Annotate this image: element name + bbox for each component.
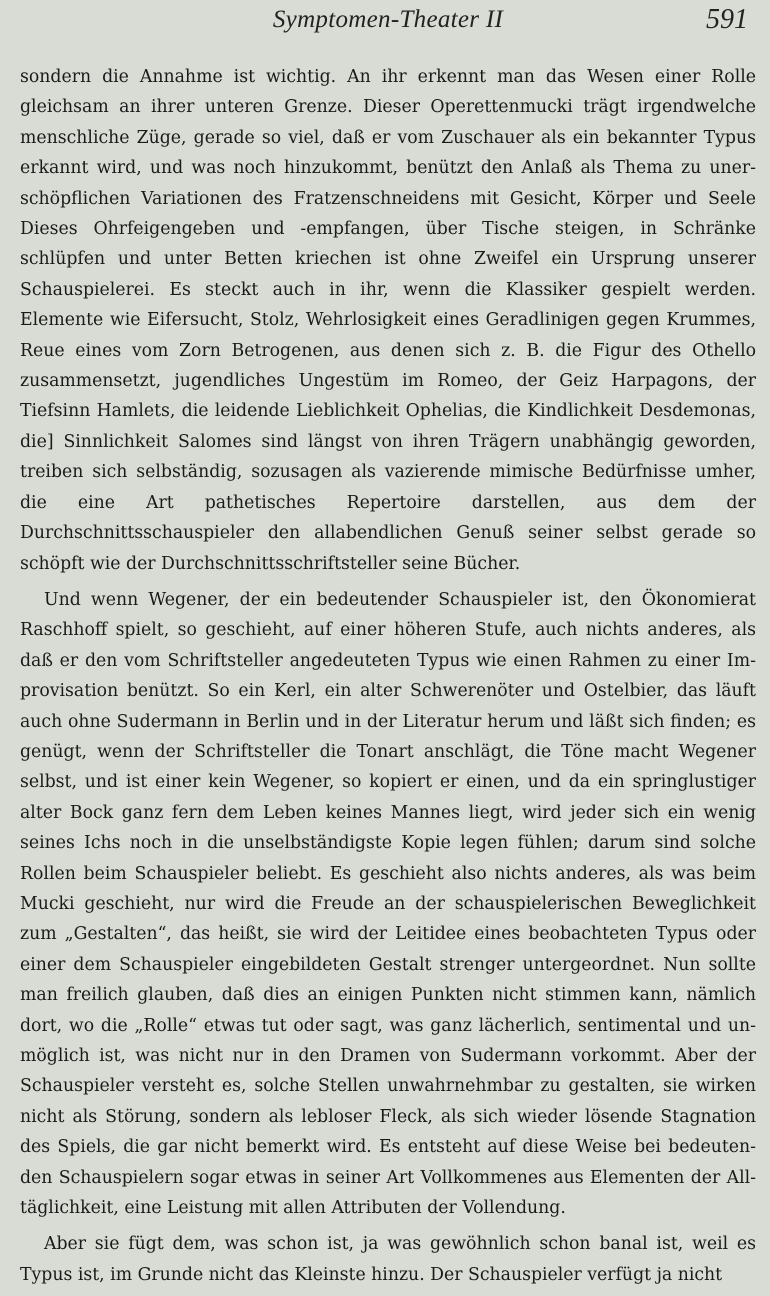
page-number: 591 (706, 4, 748, 35)
paragraph-continued: sondern die Annahme ist wichtig. An ihr erkennt man das Wesen einer Rolle gleichsam an ihrer unteren Grenze. Dieser Operettenmucki trägt irgendwelche menschliche Züge, gerade so viel, daß er vom Zuschauer als ein bekannter Typus erkannt wird, und was noch hinzukommt, benützt den Anlaß als Thema zu unerschöpflichen Variationen des Fratzenschneidens mit Gesicht, Körper und Seele Dieses Ohrfeigengeben und -empfangen, über Tische steigen, in Schränke schlüpfen und unter Betten kriechen ist ohne Zweifel ein Ursprung unserer Schauspielerei. Es steckt auch in ihr, wenn die Klassiker gespielt werden. Elemente wie Eifersucht, Stolz, Wehrlosigkeit eines Geradlinigen gegen Krummes, Reue eines vom Zorn Betrogenen, aus denen sich z. B. die Figur des Othello zusammensetzt, jugendliches Ungestüm im Romeo, der Geiz Harpagons, der Tiefsinn Hamlets, die leidende Lieblichkeit Ophelias, die Kindlichkeit Desdemonas, die] Sinnlichkeit Salomes sind längst von ihren Trägern unabhängig geworden, treiben sich selbständig, sozusagen als vazierende mimische Bedürfnisse umher, die eine Art pathetisches Repertoire darstellen, aus dem der Durchschnittsschauspieler den allabendlichen Genuß seiner selbst gerade so schöpft wie der Durchschnittsschriftsteller seine Bücher. (20, 67, 756, 574)
page-header (20, 0, 756, 60)
paragraph-wegener: Und wenn Wegener, der ein bedeutender Schauspieler ist, den Ökonomierat Raschhoff spielt, so geschieht, auf einer höheren Stufe, auch nichts anderes, als daß er den vom Schriftsteller angedeuteten Typus wie einen Rahmen zu einer Improvisation benützt. So ein Kerl, ein alter Schwerenöter und Ostelbier, das läuft auch ohne Sudermann in Berlin und in der Literatur herum und läßt sich finden; es genügt, wenn der Schriftsteller die Tonart anschlägt, die Töne macht Wegener selbst, und ist einer kein Wegener, so kopiert er einen, und da ein springlustiger alter Bock ganz fern dem Leben keines Mannes liegt, wird jeder sich ein wenig seines Ichs noch in die unselbständigste Kopie legen fühlen; darum sind solche Rollen beim Schauspieler beliebt. Es geschieht also nichts anderes, als was beim Mucki geschieht, nur wird die Freude an der schauspielerischen Beweglichkeit zum „Gestalten“, das heißt, sie wird der Leitidee eines beobachteten Typus oder einer dem Schauspieler eingebildeten Gestalt strenger untergeordnet. Nun sollte man freilich glauben, daß dies an einigen Punkten nicht stimmen kann, nämlich dort, wo die „Rolle“ etwas tut oder sagt, was ganz lächerlich, sentimental und unmöglich ist, was nicht nur in den Dramen von Sudermann vorkommt. Aber der Schauspieler versteht es, solche Stellen unwahrnehmbar zu gestalten, sie wirken nicht als Störung, sondern als lebloser Fleck, als sich wieder lösende Stagnation des Spiels, die gar nicht bemerkt wird. Es entsteht auf diese Weise bei bedeutenden Schauspielern sogar etwas in seiner Art Vollkommenes aus Elementen der Alltäglichkeit, eine Leistung mit allen Attributen der Vollendung. (20, 589, 756, 1219)
running-title: Symptomen-Theater II (272, 6, 504, 33)
page-body (20, 62, 756, 1296)
paragraph-final: Aber sie fügt dem, was schon ist, ja was gewöhnlich schon banal ist, weil es Typus ist, im Grunde nicht das Kleinste hinzu. Der Schauspieler verfügt ja nicht (20, 1234, 756, 1285)
